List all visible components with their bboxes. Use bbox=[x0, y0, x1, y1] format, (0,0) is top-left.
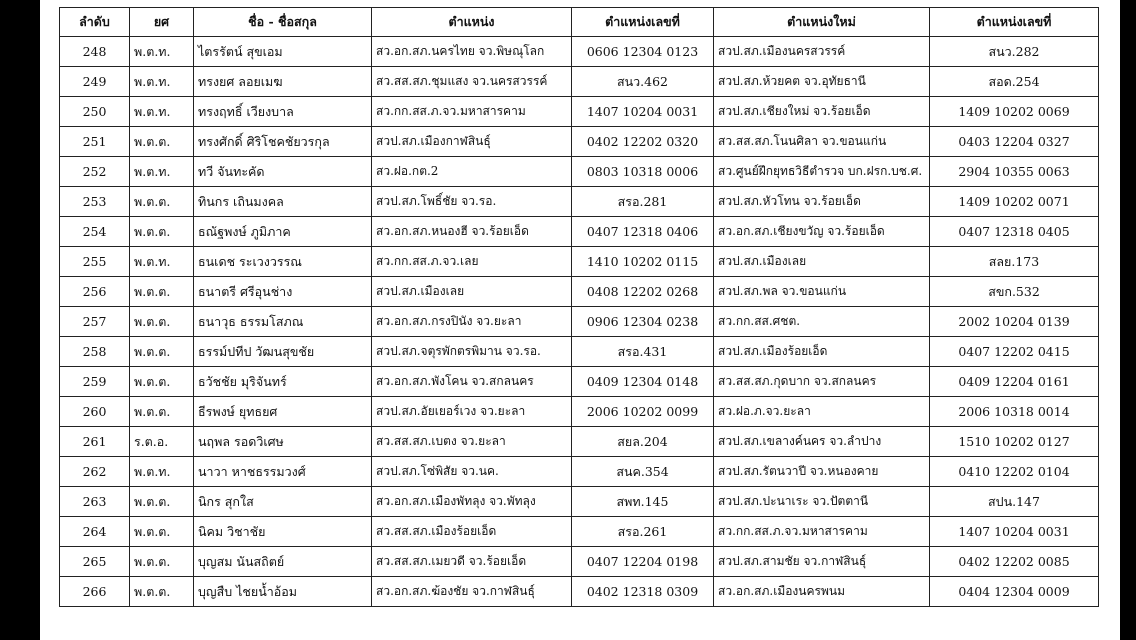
cell-number: 250 bbox=[60, 97, 130, 127]
cell-new-position-number: 1409 10202 0071 bbox=[930, 187, 1099, 217]
cell-full-name: นาวา หาชธรรมวงศ์ bbox=[194, 457, 372, 487]
header-new-position: ตำแหน่งใหม่ bbox=[714, 8, 930, 37]
cell-number: 253 bbox=[60, 187, 130, 217]
header-number: ลำดับ bbox=[60, 8, 130, 37]
cell-new-position: สว.สส.สภ.โนนศิลา จว.ขอนแก่น bbox=[714, 127, 930, 157]
table-row bbox=[60, 577, 1099, 607]
cell-position: สว.อก.สภ.หนองฮี จว.ร้อยเอ็ด bbox=[372, 217, 572, 247]
cell-new-position-number: 0409 12204 0161 bbox=[930, 367, 1099, 397]
cell-position-number: 0803 10318 0006 bbox=[572, 157, 714, 187]
header-rank: ยศ bbox=[130, 8, 194, 37]
table-row bbox=[60, 67, 1099, 97]
cell-position-number: สนว.462 bbox=[572, 67, 714, 97]
cell-position-number: 0407 12204 0198 bbox=[572, 547, 714, 577]
cell-position: สวป.สภ.อัยเยอร์เวง จว.ยะลา bbox=[372, 397, 572, 427]
cell-number: 252 bbox=[60, 157, 130, 187]
cell-new-position-number: สอด.254 bbox=[930, 67, 1099, 97]
cell-rank: พ.ต.ต. bbox=[130, 487, 194, 517]
cell-position: สว.อก.สภ.พังโคน จว.สกลนคร bbox=[372, 367, 572, 397]
cell-new-position-number: 0402 12202 0085 bbox=[930, 547, 1099, 577]
cell-position: สวป.สภ.โซ่พิสัย จว.นค. bbox=[372, 457, 572, 487]
cell-number: 249 bbox=[60, 67, 130, 97]
cell-position: สวป.สภ.โพธิ์ชัย จว.รอ. bbox=[372, 187, 572, 217]
cell-rank: พ.ต.ท. bbox=[130, 157, 194, 187]
cell-new-position: สว.กก.สส.ภ.จว.มหาสารคาม bbox=[714, 517, 930, 547]
cell-new-position-number: สลย.173 bbox=[930, 247, 1099, 277]
cell-number: 262 bbox=[60, 457, 130, 487]
header-full-name: ชื่อ - ชื่อสกุล bbox=[194, 8, 372, 37]
table-row bbox=[60, 457, 1099, 487]
cell-position-number: สรอ.281 bbox=[572, 187, 714, 217]
cell-position: สว.สส.สภ.เมืองร้อยเอ็ด bbox=[372, 517, 572, 547]
cell-position-number: 0402 12202 0320 bbox=[572, 127, 714, 157]
cell-new-position-number: สนว.282 bbox=[930, 37, 1099, 67]
header-new-position-number: ตำแหน่งเลขที่ bbox=[930, 8, 1099, 37]
cell-new-position-number: 0407 12318 0405 bbox=[930, 217, 1099, 247]
cell-new-position: สว.กก.สส.ศชต. bbox=[714, 307, 930, 337]
cell-full-name: ทรงยศ ลอยเมฆ bbox=[194, 67, 372, 97]
cell-rank: พ.ต.ต. bbox=[130, 397, 194, 427]
cell-position: สว.อก.สภ.นครไทย จว.พิษณุโลก bbox=[372, 37, 572, 67]
cell-number: 248 bbox=[60, 37, 130, 67]
table-row bbox=[60, 37, 1099, 67]
table-row bbox=[60, 157, 1099, 187]
cell-position: สว.อก.สภ.เมืองพัทลุง จว.พัทลุง bbox=[372, 487, 572, 517]
cell-new-position-number: 2006 10318 0014 bbox=[930, 397, 1099, 427]
cell-rank: พ.ต.ต. bbox=[130, 577, 194, 607]
table-row bbox=[60, 337, 1099, 367]
cell-full-name: บุญสม นันสถิตย์ bbox=[194, 547, 372, 577]
cell-position-number: 0606 12304 0123 bbox=[572, 37, 714, 67]
cell-new-position: สวป.สภ.เมืองเลย bbox=[714, 247, 930, 277]
cell-new-position-number: 1510 10202 0127 bbox=[930, 427, 1099, 457]
cell-position: สวป.สภ.เมืองกาฬสินธุ์ bbox=[372, 127, 572, 157]
cell-number: 251 bbox=[60, 127, 130, 157]
cell-position: สว.ฝอ.กต.2 bbox=[372, 157, 572, 187]
cell-position-number: 1410 10202 0115 bbox=[572, 247, 714, 277]
cell-number: 265 bbox=[60, 547, 130, 577]
table-row bbox=[60, 127, 1099, 157]
cell-rank: พ.ต.ต. bbox=[130, 517, 194, 547]
cell-new-position: สวป.สภ.สามชัย จว.กาฬสินธุ์ bbox=[714, 547, 930, 577]
table-row bbox=[60, 487, 1099, 517]
cell-number: 254 bbox=[60, 217, 130, 247]
cell-rank: พ.ต.ต. bbox=[130, 547, 194, 577]
cell-number: 255 bbox=[60, 247, 130, 277]
cell-new-position: สวป.สภ.เชียงใหม่ จว.ร้อยเอ็ด bbox=[714, 97, 930, 127]
cell-new-position-number: 2904 10355 0063 bbox=[930, 157, 1099, 187]
cell-position-number: 0402 12318 0309 bbox=[572, 577, 714, 607]
cell-position-number: 1407 10204 0031 bbox=[572, 97, 714, 127]
table-row bbox=[60, 217, 1099, 247]
table-row bbox=[60, 367, 1099, 397]
cell-rank: พ.ต.ท. bbox=[130, 37, 194, 67]
cell-number: 264 bbox=[60, 517, 130, 547]
cell-rank: พ.ต.ท. bbox=[130, 247, 194, 277]
cell-position: สว.อก.สภ.ฆ้องชัย จว.กาฬสินธุ์ bbox=[372, 577, 572, 607]
table-row bbox=[60, 547, 1099, 577]
cell-rank: พ.ต.ท. bbox=[130, 457, 194, 487]
cell-new-position: สวป.สภ.รัตนวาปี จว.หนองคาย bbox=[714, 457, 930, 487]
cell-number: 261 bbox=[60, 427, 130, 457]
cell-full-name: ธีรพงษ์ ยุทธยศ bbox=[194, 397, 372, 427]
cell-full-name: ทรงฤทธิ์ เวียงบาล bbox=[194, 97, 372, 127]
cell-position: สวป.สภ.จตุรพักตรพิมาน จว.รอ. bbox=[372, 337, 572, 367]
cell-new-position-number: 0407 12202 0415 bbox=[930, 337, 1099, 367]
cell-rank: พ.ต.ต. bbox=[130, 307, 194, 337]
cell-full-name: นิคม วิชาชัย bbox=[194, 517, 372, 547]
table-row bbox=[60, 187, 1099, 217]
cell-full-name: บุญสืบ ไชยน้ำอ้อม bbox=[194, 577, 372, 607]
cell-position-number: 0407 12318 0406 bbox=[572, 217, 714, 247]
cell-rank: พ.ต.ต. bbox=[130, 337, 194, 367]
table-header-row bbox=[60, 8, 1099, 37]
cell-new-position-number: สขก.532 bbox=[930, 277, 1099, 307]
table-row bbox=[60, 517, 1099, 547]
cell-new-position: สว.อก.สภ.เชียงขวัญ จว.ร้อยเอ็ด bbox=[714, 217, 930, 247]
cell-position-number: สรอ.431 bbox=[572, 337, 714, 367]
cell-position-number: สนค.354 bbox=[572, 457, 714, 487]
cell-full-name: ธณัฐพงษ์ ภูมิภาค bbox=[194, 217, 372, 247]
cell-full-name: ไตรรัตน์ สุขเอม bbox=[194, 37, 372, 67]
cell-number: 259 bbox=[60, 367, 130, 397]
cell-new-position: สว.สส.สภ.กุดบาก จว.สกลนคร bbox=[714, 367, 930, 397]
cell-new-position: สวป.สภ.เมืองนครสวรรค์ bbox=[714, 37, 930, 67]
cell-number: 263 bbox=[60, 487, 130, 517]
cell-rank: พ.ต.ต. bbox=[130, 187, 194, 217]
cell-full-name: นิกร สุกใส bbox=[194, 487, 372, 517]
cell-position: สว.สส.สภ.เบตง จว.ยะลา bbox=[372, 427, 572, 457]
cell-full-name: ธนเดช ระเวงวรรณ bbox=[194, 247, 372, 277]
cell-new-position: สวป.สภ.ปะนาเระ จว.ปัตตานี bbox=[714, 487, 930, 517]
cell-position: สว.สส.สภ.ชุมแสง จว.นครสวรรค์ bbox=[372, 67, 572, 97]
cell-new-position-number: 2002 10204 0139 bbox=[930, 307, 1099, 337]
cell-new-position: สวป.สภ.พล จว.ขอนแก่น bbox=[714, 277, 930, 307]
table-row bbox=[60, 397, 1099, 427]
cell-position: สว.กก.สส.ภ.จว.มหาสารคาม bbox=[372, 97, 572, 127]
cell-full-name: ทรงศักดิ์ ศิริโชคชัยวรกุล bbox=[194, 127, 372, 157]
cell-new-position: สว.ศูนย์ฝึกยุทธวิธีตำรวจ บก.ฝรก.บช.ศ. bbox=[714, 157, 930, 187]
cell-new-position-number: 0410 12202 0104 bbox=[930, 457, 1099, 487]
cell-number: 256 bbox=[60, 277, 130, 307]
cell-position: สว.สส.สภ.เมยวดี จว.ร้อยเอ็ด bbox=[372, 547, 572, 577]
cell-new-position-number: 0404 12304 0009 bbox=[930, 577, 1099, 607]
table-row bbox=[60, 277, 1099, 307]
cell-number: 260 bbox=[60, 397, 130, 427]
cell-new-position-number: 1407 10204 0031 bbox=[930, 517, 1099, 547]
cell-new-position: สวป.สภ.เมืองร้อยเอ็ด bbox=[714, 337, 930, 367]
table-row bbox=[60, 307, 1099, 337]
cell-full-name: ธนาตรี ศรีอุนช่าง bbox=[194, 277, 372, 307]
cell-new-position-number: 1409 10202 0069 bbox=[930, 97, 1099, 127]
header-position: ตำแหน่ง bbox=[372, 8, 572, 37]
table-row bbox=[60, 97, 1099, 127]
cell-position-number: สรอ.261 bbox=[572, 517, 714, 547]
cell-position: สว.กก.สส.ภ.จว.เลย bbox=[372, 247, 572, 277]
table-row bbox=[60, 247, 1099, 277]
cell-new-position-number: 0403 12204 0327 bbox=[930, 127, 1099, 157]
cell-new-position: สวป.สภ.ห้วยคต จว.อุทัยธานี bbox=[714, 67, 930, 97]
cell-full-name: ธรรม์ปทีป วัฒนสุขชัย bbox=[194, 337, 372, 367]
cell-new-position: สว.อก.สภ.เมืองนครพนม bbox=[714, 577, 930, 607]
cell-number: 266 bbox=[60, 577, 130, 607]
cell-rank: พ.ต.ต. bbox=[130, 277, 194, 307]
cell-full-name: ทวี จันทะคัด bbox=[194, 157, 372, 187]
cell-rank: พ.ต.ต. bbox=[130, 127, 194, 157]
cell-full-name: ธนาวุธ ธรรมโสภณ bbox=[194, 307, 372, 337]
cell-number: 257 bbox=[60, 307, 130, 337]
cell-rank: ร.ต.อ. bbox=[130, 427, 194, 457]
cell-position: สว.อก.สภ.กรงปินัง จว.ยะลา bbox=[372, 307, 572, 337]
cell-position-number: 0409 12304 0148 bbox=[572, 367, 714, 397]
personnel-table bbox=[59, 7, 1099, 607]
table-row bbox=[60, 427, 1099, 457]
cell-new-position: สวป.สภ.หัวโทน จว.ร้อยเอ็ด bbox=[714, 187, 930, 217]
cell-full-name: นฤพล รอดวิเศษ bbox=[194, 427, 372, 457]
cell-position-number: 0408 12202 0268 bbox=[572, 277, 714, 307]
cell-position-number: สยล.204 bbox=[572, 427, 714, 457]
cell-position-number: สพท.145 bbox=[572, 487, 714, 517]
cell-position: สวป.สภ.เมืองเลย bbox=[372, 277, 572, 307]
cell-rank: พ.ต.ท. bbox=[130, 97, 194, 127]
cell-new-position: สว.ฝอ.ภ.จว.ยะลา bbox=[714, 397, 930, 427]
cell-rank: พ.ต.ต. bbox=[130, 217, 194, 247]
cell-number: 258 bbox=[60, 337, 130, 367]
cell-rank: พ.ต.ต. bbox=[130, 367, 194, 397]
cell-position-number: 2006 10202 0099 bbox=[572, 397, 714, 427]
cell-full-name: ทินกร เถินมงคล bbox=[194, 187, 372, 217]
document-page bbox=[40, 0, 1120, 640]
cell-rank: พ.ต.ท. bbox=[130, 67, 194, 97]
cell-position-number: 0906 12304 0238 bbox=[572, 307, 714, 337]
cell-new-position: สวป.สภ.เขลางค์นคร จว.ลำปาง bbox=[714, 427, 930, 457]
cell-new-position-number: สปน.147 bbox=[930, 487, 1099, 517]
cell-full-name: ธวัชชัย มุริจันทร์ bbox=[194, 367, 372, 397]
header-position-number: ตำแหน่งเลขที่ bbox=[572, 8, 714, 37]
